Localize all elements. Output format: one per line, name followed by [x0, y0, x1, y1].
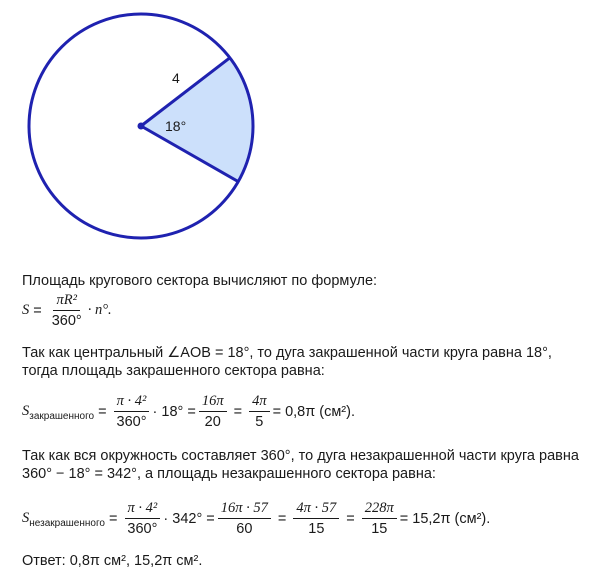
unshaded-eq-2: =	[277, 510, 287, 527]
formula-numerator: πR²	[53, 292, 79, 311]
unshaded-area-calculation	[22, 500, 490, 537]
unshaded-eq-3: =	[346, 510, 355, 527]
unshaded-fraction-1	[124, 500, 160, 537]
formula-tail: · n°.	[87, 302, 112, 318]
paragraph-2-line-1: Так как центральный ∠AOB = 18°, то дуга закрашенной части круга равна 18°,	[22, 345, 552, 361]
center-point	[138, 123, 145, 130]
shaded-eq-1: =	[98, 403, 107, 420]
unshaded-f1-num: π · 4²	[125, 500, 161, 519]
shaded-f3-num: 4π	[249, 393, 270, 412]
shaded-f3-den: 5	[255, 414, 264, 430]
shaded-f1-den: 360°	[116, 414, 147, 430]
shaded-mult: · 18° =	[152, 403, 196, 420]
unshaded-f1-den: 360°	[127, 521, 158, 537]
unshaded-s: S	[22, 510, 30, 526]
paragraph-3-line-1: Так как вся окружность составляет 360°, то дуга незакрашенной части круга равна	[22, 448, 579, 464]
unshaded-fraction-4	[362, 500, 397, 537]
unshaded-result: = 15,2π (см²).	[399, 510, 491, 527]
unshaded-eq-1: =	[108, 510, 118, 527]
shaded-fraction-1	[114, 393, 150, 430]
shaded-s: S	[22, 403, 30, 419]
formula-fraction	[49, 292, 85, 329]
shaded-subscript: закрашенного	[29, 411, 95, 422]
shaded-sector	[141, 58, 252, 181]
unshaded-f4-num: 228π	[362, 500, 397, 519]
answer-line: Ответ: 0,8π см², 15,2π см².	[22, 553, 203, 569]
paragraph-2-line-2: тогда площадь закрашенного сектора равна:	[22, 363, 325, 379]
formula-denominator: 360°	[51, 313, 82, 329]
angle-label: 18°	[165, 118, 187, 134]
unshaded-f2-num: 16π · 57	[218, 500, 271, 519]
shaded-fraction-3	[249, 393, 270, 430]
unshaded-f3-num: 4π · 57	[293, 500, 339, 519]
sector-formula	[22, 292, 112, 329]
unshaded-fraction-2	[218, 500, 271, 537]
unshaded-f2-den: 60	[236, 521, 253, 537]
unshaded-mult: · 342° =	[163, 510, 215, 527]
radius-label: 4	[172, 70, 180, 86]
formula-s: S	[22, 302, 30, 318]
shaded-area-calculation	[22, 393, 355, 430]
circle-figure	[0, 0, 600, 270]
shaded-f2-num: 16π	[199, 393, 227, 412]
shaded-result: = 0,8π (см²).	[272, 403, 355, 420]
formula-eq: =	[33, 302, 42, 319]
unshaded-f4-den: 15	[371, 521, 388, 537]
unshaded-subscript: незакрашенного	[29, 518, 105, 529]
formula-intro: Площадь кругового сектора вычисляют по формуле:	[22, 273, 378, 289]
unshaded-fraction-3	[293, 500, 339, 537]
shaded-f1-num: π · 4²	[114, 393, 150, 412]
shaded-f2-den: 20	[204, 414, 221, 430]
paragraph-3-line-2: 360° − 18° = 342°, а площадь незакрашенного сектора равна:	[22, 466, 436, 482]
unshaded-f3-den: 15	[308, 521, 325, 537]
shaded-fraction-2	[199, 393, 227, 430]
shaded-eq-2: =	[233, 403, 243, 420]
